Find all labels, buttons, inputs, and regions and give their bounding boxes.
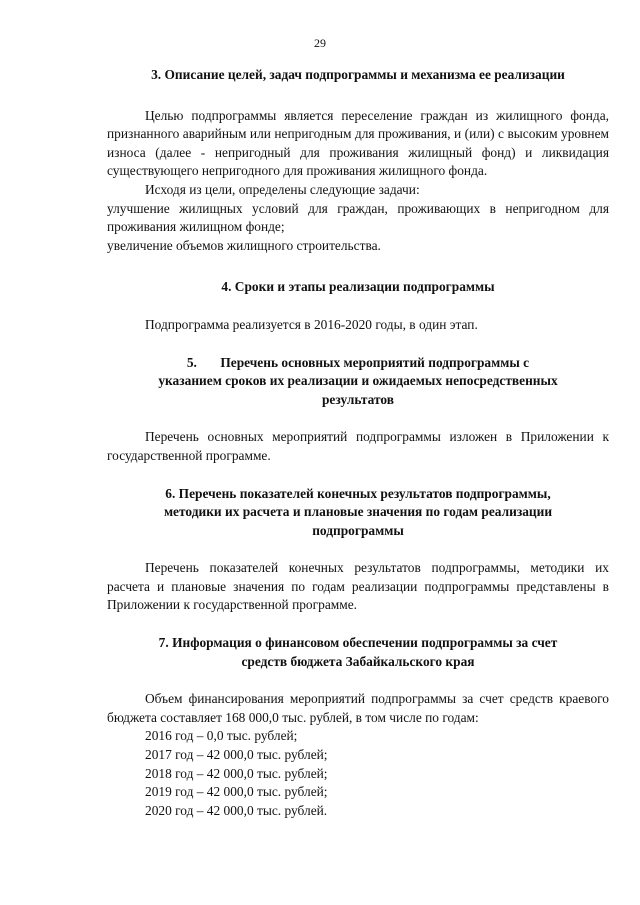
section-6-heading-line-1: 6. Перечень показателей конечных результатов подпрограммы,	[165, 485, 551, 501]
funding-year-2020: 2020 год – 42 000,0 тыс. рублей.	[145, 802, 328, 818]
section-5-heading-line-3: результатов	[321, 391, 395, 407]
section-5-heading-line-2: указанием сроков их реализации и ожидаемых непосредственных	[158, 373, 558, 389]
section-5-paragraph: Перечень основных мероприятий подпрограммы изложен в Приложении к государственной программе.	[107, 429, 609, 463]
section-7-heading-line-2: средств бюджета Забайкальского края	[241, 653, 475, 669]
section-6-heading-line-3: подпрограммы	[312, 522, 404, 538]
section-6-paragraph: Перечень показателей конечных результатов подпрограммы, методики их расчета и плановые значения по годам реализации подпрограммы представлены в Приложении к государственной программе.	[107, 560, 609, 613]
section-3-task-1: улучшение жилищных условий для граждан, проживающих в непригодном для проживания жилищном фонде;	[107, 200, 609, 235]
section-5-heading-line-1: Перечень основных мероприятий подпрограммы с	[220, 354, 530, 370]
funding-year-2018: 2018 год – 42 000,0 тыс. рублей;	[145, 765, 328, 781]
section-7-heading	[107, 634, 609, 671]
section-5-heading-number: 5.	[186, 354, 197, 370]
section-3-heading: 3. Описание целей, задач подпрограммы и механизма ее реализации	[151, 67, 565, 82]
section-4-heading: 4. Сроки и этапы реализации подпрограммы	[221, 279, 495, 295]
section-3-tasks-intro: Исходя из цели, определены следующие задачи:	[145, 181, 420, 197]
document-body	[107, 66, 609, 820]
section-3-goal-paragraph: Целью подпрограммы является переселение граждан из жилищного фонда, признанного аварийным или непригодным для проживания, и (или) с высоким уровнем износа (далее - непригодный для проживания жилищный фонд) и ликвидация существующего непригодного для проживания жилищного фонда.	[107, 107, 609, 179]
section-4-paragraph: Подпрограмма реализуется в 2016-2020 годы, в один этап.	[145, 316, 478, 332]
page-number: 29	[314, 36, 326, 50]
funding-year-2019: 2019 год – 42 000,0 тыс. рублей;	[145, 784, 328, 800]
section-7-paragraph: Объем финансирования мероприятий подпрограммы за счет средств краевого бюджета составляет 168 000,0 тыс. рублей, в том числе по годам:	[107, 691, 609, 725]
section-5-heading	[107, 354, 609, 410]
section-7-heading-line-1: 7. Информация о финансовом обеспечении подпрограммы за счет	[158, 635, 558, 651]
section-6-heading-line-2: методики их расчета и плановые значения по годам реализации	[163, 504, 553, 520]
section-3-task-2: увеличение объемов жилищного строительства.	[107, 237, 381, 253]
section-6-heading	[107, 485, 609, 541]
funding-year-2016: 2016 год – 0,0 тыс. рублей;	[145, 728, 298, 744]
funding-year-2017: 2017 год – 42 000,0 тыс. рублей;	[145, 747, 328, 763]
